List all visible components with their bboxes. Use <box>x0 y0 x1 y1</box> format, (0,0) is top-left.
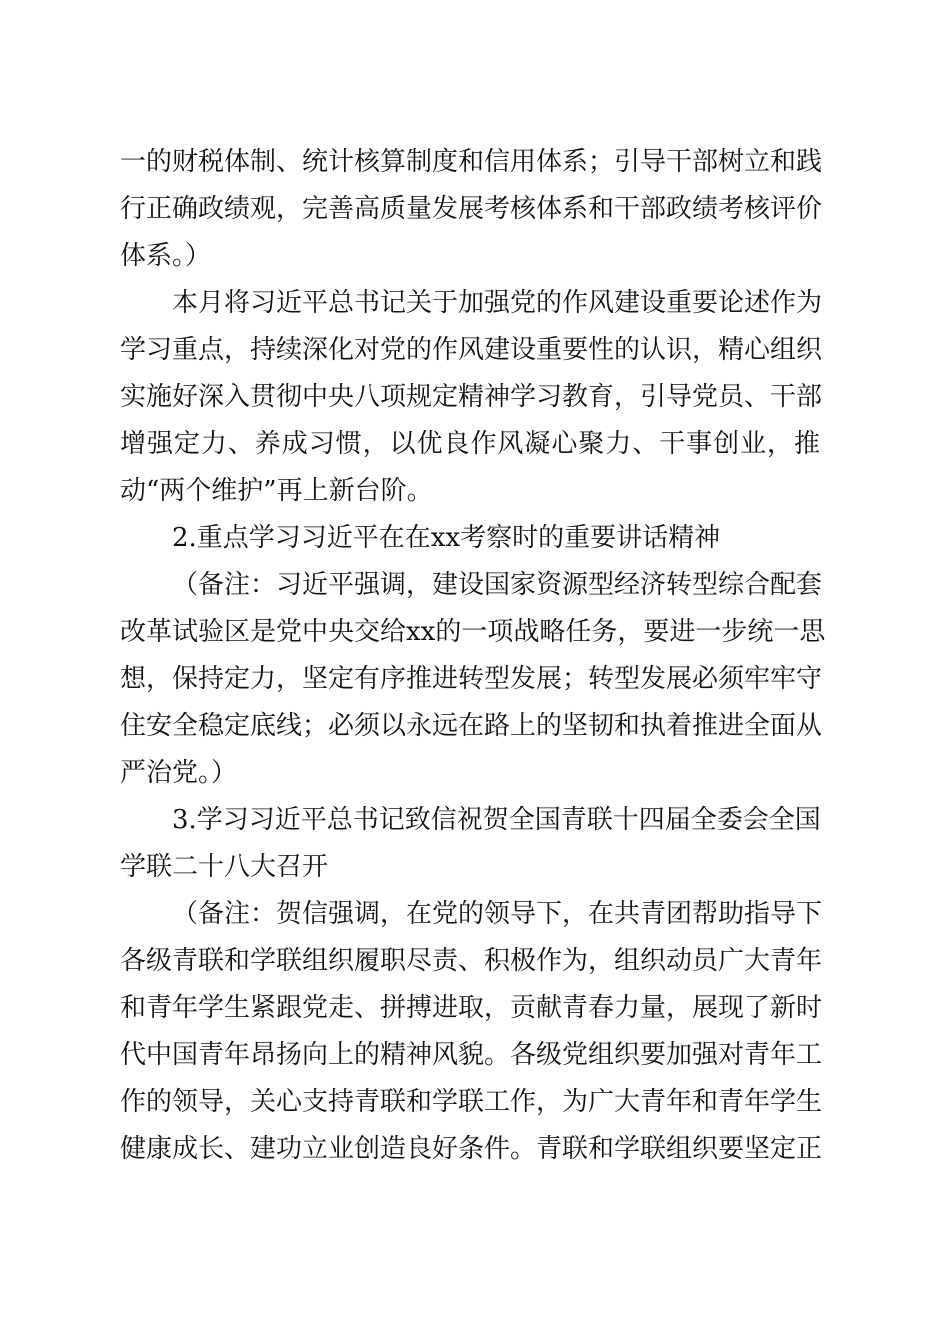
text-line: 学习重点，持续深化对党的作风建设重要性的认识，精心组织 <box>120 335 823 365</box>
paragraph-first-line: （备注：习近平强调，建设国家资源型经济转型综合配套 <box>172 570 823 600</box>
text-line: 一的财税体制、统计核算制度和信用体系；引导干部树立和践 <box>120 147 823 177</box>
text-line: 健康成长、建功立业创造良好条件。青联和学联组织要坚定正 <box>120 1134 823 1164</box>
text-line: 各级青联和学联组织履职尽责、积极作为，组织动员广大青年 <box>120 946 823 976</box>
text-line: 严治党。） <box>120 758 238 788</box>
paragraph-first-line: 本月将习近平总书记关于加强党的作风建设重要论述作为 <box>172 288 823 318</box>
text-line: 增强定力、养成习惯，以优良作风凝心聚力、干事创业，推 <box>120 429 820 459</box>
text-line: 动“两个维护”再上新台阶。 <box>120 476 433 506</box>
text-line: 和青年学生紧跟党走、拼搏进取，贡献青春力量，展现了新时 <box>120 993 823 1023</box>
text-line: 作的领导，关心支持青联和学联工作，为广大青年和青年学生 <box>120 1087 823 1117</box>
text-line: 想，保持定力，坚定有序推进转型发展；转型发展必须牢牢守 <box>120 664 823 694</box>
text-line: 住安全稳定底线；必须以永远在路上的坚韧和执着推进全面从 <box>120 711 823 741</box>
text-line: 行正确政绩观，完善高质量发展考核体系和干部政绩考核评价 <box>120 194 823 224</box>
text-line: 体系。） <box>120 241 212 271</box>
section-heading-2: 2.重点学习习近平在在xx考察时的重要讲话精神 <box>172 523 721 553</box>
section-heading-3-continued: 学联二十八大召开 <box>120 852 329 882</box>
text-line: 改革试验区是党中央交给xx的一项战略任务，要进一步统一思 <box>120 617 826 647</box>
section-heading-3: 3.学习习近平总书记致信祝贺全国青联十四届全委会全国 <box>172 805 821 835</box>
text-line: 代中国青年昂扬向上的精神风貌。各级党组织要加强对青年工 <box>120 1040 823 1070</box>
paragraph-first-line: （备注：贺信强调，在党的领导下，在共青团帮助指导下 <box>172 899 823 929</box>
text-line: 实施好深入贯彻中央八项规定精神学习教育，引导党员、干部 <box>120 382 823 412</box>
